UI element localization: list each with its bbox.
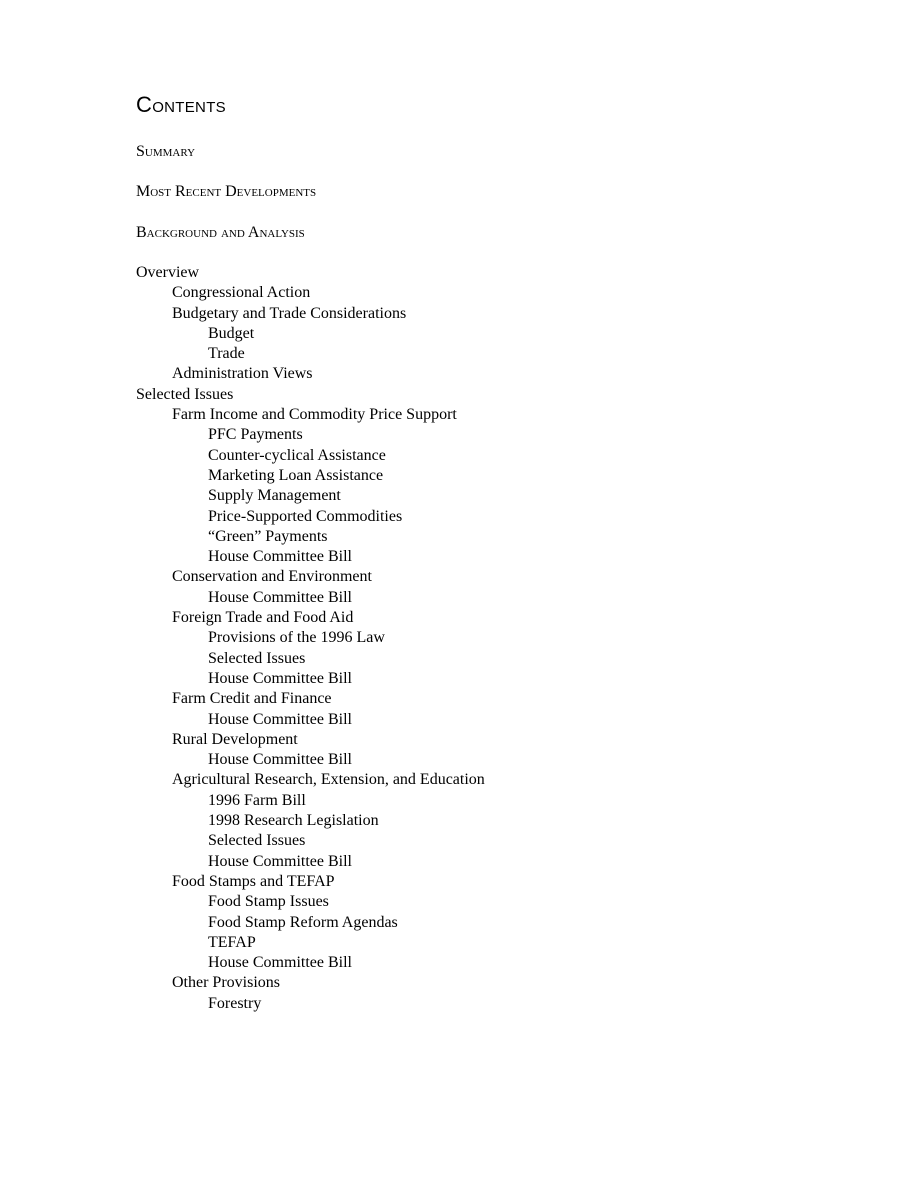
toc-entry: Budget xyxy=(208,324,255,342)
toc-entry: 1996 Farm Bill xyxy=(208,791,306,809)
section-heading-most-recent-developments: Most Recent Developments xyxy=(136,183,317,200)
section-heading-summary: Summary xyxy=(136,143,196,160)
toc-entry: Farm Credit and Finance xyxy=(172,690,332,708)
toc-entry: Selected Issues xyxy=(208,832,306,850)
section-heading-background-and-analysis: Background and Analysis xyxy=(136,224,305,241)
toc-entry: House Committee Bill xyxy=(208,669,352,687)
toc-entry: Conservation and Environment xyxy=(172,568,372,586)
toc-entry: Price-Supported Commodities xyxy=(208,507,403,525)
toc-entry: TEFAP xyxy=(208,933,256,951)
toc-entry: Forestry xyxy=(208,994,262,1012)
toc-entry: Supply Management xyxy=(208,487,341,505)
toc-entry: Foreign Trade and Food Aid xyxy=(172,609,354,627)
toc-entry: House Committee Bill xyxy=(208,852,352,870)
toc-entry: House Committee Bill xyxy=(208,751,352,769)
toc-entry: House Committee Bill xyxy=(208,588,352,606)
toc-entry: House Committee Bill xyxy=(208,710,352,728)
toc-entry: House Committee Bill xyxy=(208,548,352,566)
toc-entry-list xyxy=(136,263,485,1014)
toc-entry: Budgetary and Trade Considerations xyxy=(172,304,407,322)
toc-entry: Administration Views xyxy=(172,365,313,383)
toc-entry: Provisions of the 1996 Law xyxy=(208,629,385,647)
toc-entry: Trade xyxy=(208,345,245,363)
toc-entry: Counter-cyclical Assistance xyxy=(208,446,386,464)
toc-entry: Agricultural Research, Extension, and Education xyxy=(172,771,485,789)
toc-entry: Congressional Action xyxy=(172,284,311,302)
toc-entry: PFC Payments xyxy=(208,426,303,444)
toc-entry: Food Stamp Reform Agendas xyxy=(208,913,398,931)
toc-entry: 1998 Research Legislation xyxy=(208,812,379,830)
toc-entry: Farm Income and Commodity Price Support xyxy=(172,406,457,424)
contents-title: Contents xyxy=(136,92,226,117)
toc-entry: Food Stamp Issues xyxy=(208,893,329,911)
toc-entry: “Green” Payments xyxy=(208,527,328,545)
toc-entry: Overview xyxy=(136,264,200,281)
toc-entry: Food Stamps and TEFAP xyxy=(172,872,335,890)
toc-entry: Marketing Loan Assistance xyxy=(208,466,384,484)
toc-entry: Selected Issues xyxy=(208,649,306,667)
toc-entry: House Committee Bill xyxy=(208,954,352,972)
toc-entry: Selected Issues xyxy=(136,385,234,403)
toc-entry: Rural Development xyxy=(172,730,298,748)
toc-entry: Other Provisions xyxy=(172,974,280,992)
